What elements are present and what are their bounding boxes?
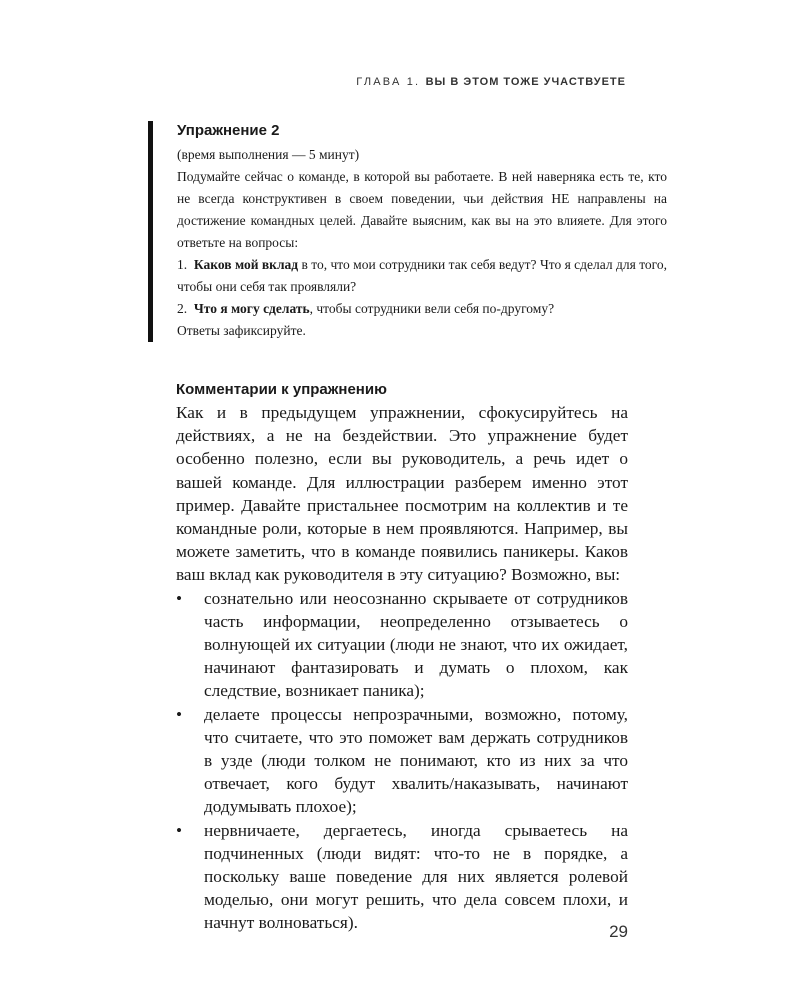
exercise-title: Упражнение 2 [177,122,280,139]
question-1-bold: Каков мой вклад [193,257,299,272]
running-header [356,76,626,88]
question-1-text: в то, что мои сотрудники так себя ведут? Что я сделал для того, чтобы они себя так проявляли? [177,257,667,294]
bullet-icon: • [176,704,183,724]
list-item-text: делаете процессы непрозрачными, возможно, потому, что считаете, что это поможет вам держать сотрудников в узде (люди толком не понимают, кто из них за что отвечает, кого будут хвалить/наказывать, начинают додумывать плохое); [204,704,628,817]
comment-paragraph: Как и в предыдущем упражнении, сфокусируйтесь на действиях, а не на бездействии. Это упражнение будет особенно полезно, если вы руководитель, а речь идет о вашей команде. Для иллюстрации разберем именно этот пример. Давайте пристальнее посмотрим на коллектив и те командные роли, которые в нем проявляются. Например, вы можете заметить, что в команде появились паникеры. Каков ваш вклад как руководителя в эту ситуацию? Возможно, вы: [176,403,628,585]
question-2-bold: Что я могу сделать [193,301,310,316]
chapter-title: ВЫ В ЭТОМ ТОЖЕ УЧАСТВУЕТЕ [425,76,626,88]
bullet-icon: • [176,588,183,608]
exercise-closing: Ответы зафиксируйте. [177,323,306,338]
comment-title: Комментарии к упражнению [176,381,387,398]
list-item [176,587,628,703]
question-2-number: 2. [177,301,188,316]
chapter-label: ГЛАВА 1. [356,76,421,88]
comment-bullet-list [176,587,628,935]
comment-section [176,379,628,935]
question-2-text: , чтобы сотрудники вели себя по-другому? [309,301,555,316]
list-item-text: нервничаете, дергаетесь, иногда срываетесь на подчиненных (люди видят: что-то не в порядке, а поскольку ваше поведение для них является ролевой моделью, они могут решить, что дела совсем плохи, и начнут волноваться). [204,820,628,933]
exercise-box [148,121,667,342]
list-item [176,819,628,935]
list-item [176,703,628,819]
page-number: 29 [609,922,628,941]
exercise-question-2 [177,298,667,320]
list-item-text: сознательно или неосознанно скрываете от сотрудников часть информации, неопределенно отзываетесь о волнующей их ситуации (люди не знают, что их ожидает, начинают фантазировать и думать о плохом, как следствие, возникает паника); [204,588,628,701]
exercise-time: (время выполнения — 5 минут) [177,147,360,162]
exercise-question-1 [177,254,667,298]
question-1-number: 1. [177,257,188,272]
exercise-intro: Подумайте сейчас о команде, в которой вы работаете. В ней наверняка есть те, кто не всегда конструктивен в своем поведении, чьи действия НЕ направлены на достижение командных целей. Давайте выясним, как вы на это влияете. Для этого ответьте на вопросы: [177,169,667,250]
bullet-icon: • [176,820,183,840]
